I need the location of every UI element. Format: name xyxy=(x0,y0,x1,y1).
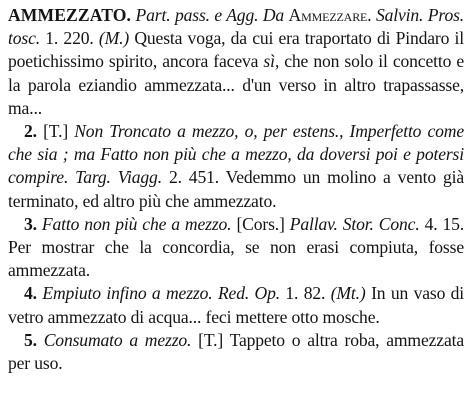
root-word: Ammezzare. xyxy=(288,5,372,25)
citation-text: Questa voga, da cui era traportato di Pindaro il poetichissimo spirito, ancora faceva xyxy=(8,28,465,72)
sense-ref: 2. 451. xyxy=(168,167,219,188)
sense-number: 2. xyxy=(24,121,37,142)
citation-source: Salvin. Pros. tosc. xyxy=(8,5,465,49)
sense-definition: Empiuto infino a mezzo. xyxy=(42,283,213,304)
sense-tag: [Cors.] xyxy=(236,213,285,234)
sense-tag: [T.] xyxy=(43,121,69,142)
sense-ref: 4. 15. xyxy=(424,213,465,234)
sense-definition: Fatto non più che a mezzo. xyxy=(41,213,232,234)
sense-2 xyxy=(8,120,464,213)
citation-ref: 1. 220. xyxy=(45,28,94,49)
entry-main xyxy=(8,4,464,120)
sense-number: 5. xyxy=(24,329,37,350)
citation-emphasis: sì, xyxy=(263,51,280,72)
sense-3 xyxy=(8,213,464,283)
grammar-label: Part. pass. e Agg. Da xyxy=(135,5,285,25)
sense-5 xyxy=(8,329,464,375)
sense-source: Pallav. Stor. Conc. xyxy=(289,213,420,234)
sense-quote: Vedemmo un molino a vento già terminato, ed altro più che ammezzato. xyxy=(8,167,465,211)
sense-tag: [T.] xyxy=(198,329,224,350)
sense-definition: Consumato a mezzo. xyxy=(43,329,192,350)
citation-text-continued: che non solo il concetto e la parola eziandio ammezzata... d'un verso in altro trapassasse, ma... xyxy=(8,51,465,118)
sense-quote: Per mostrar che la concordia, se non erasi compiuta, fosse ammezzata. xyxy=(8,237,464,281)
sense-source: Targ. Viagg. xyxy=(75,167,162,188)
citation-mark: (M.) xyxy=(98,28,130,49)
sense-number: 4. xyxy=(24,283,37,304)
headword: AMMEZZATO. xyxy=(8,5,132,25)
sense-number: 3. xyxy=(24,213,37,234)
sense-quote: In un vaso di vetro ammezzato di acqua... feci mettere otto mosche. xyxy=(8,283,465,327)
sense-mark: (Mt.) xyxy=(330,283,366,304)
sense-ref: 1. 82. xyxy=(285,283,326,304)
sense-4 xyxy=(8,282,464,328)
sense-definition: Non Troncato a mezzo, o, per estens., Imperfetto come che sia ; ma Fatto non più che a mezzo, da doversi poi e potersi compire. xyxy=(8,121,465,188)
sense-quote: Tappeto o altra roba, ammezzata per uso. xyxy=(8,329,464,374)
sense-source: Red. Op. xyxy=(217,283,280,304)
